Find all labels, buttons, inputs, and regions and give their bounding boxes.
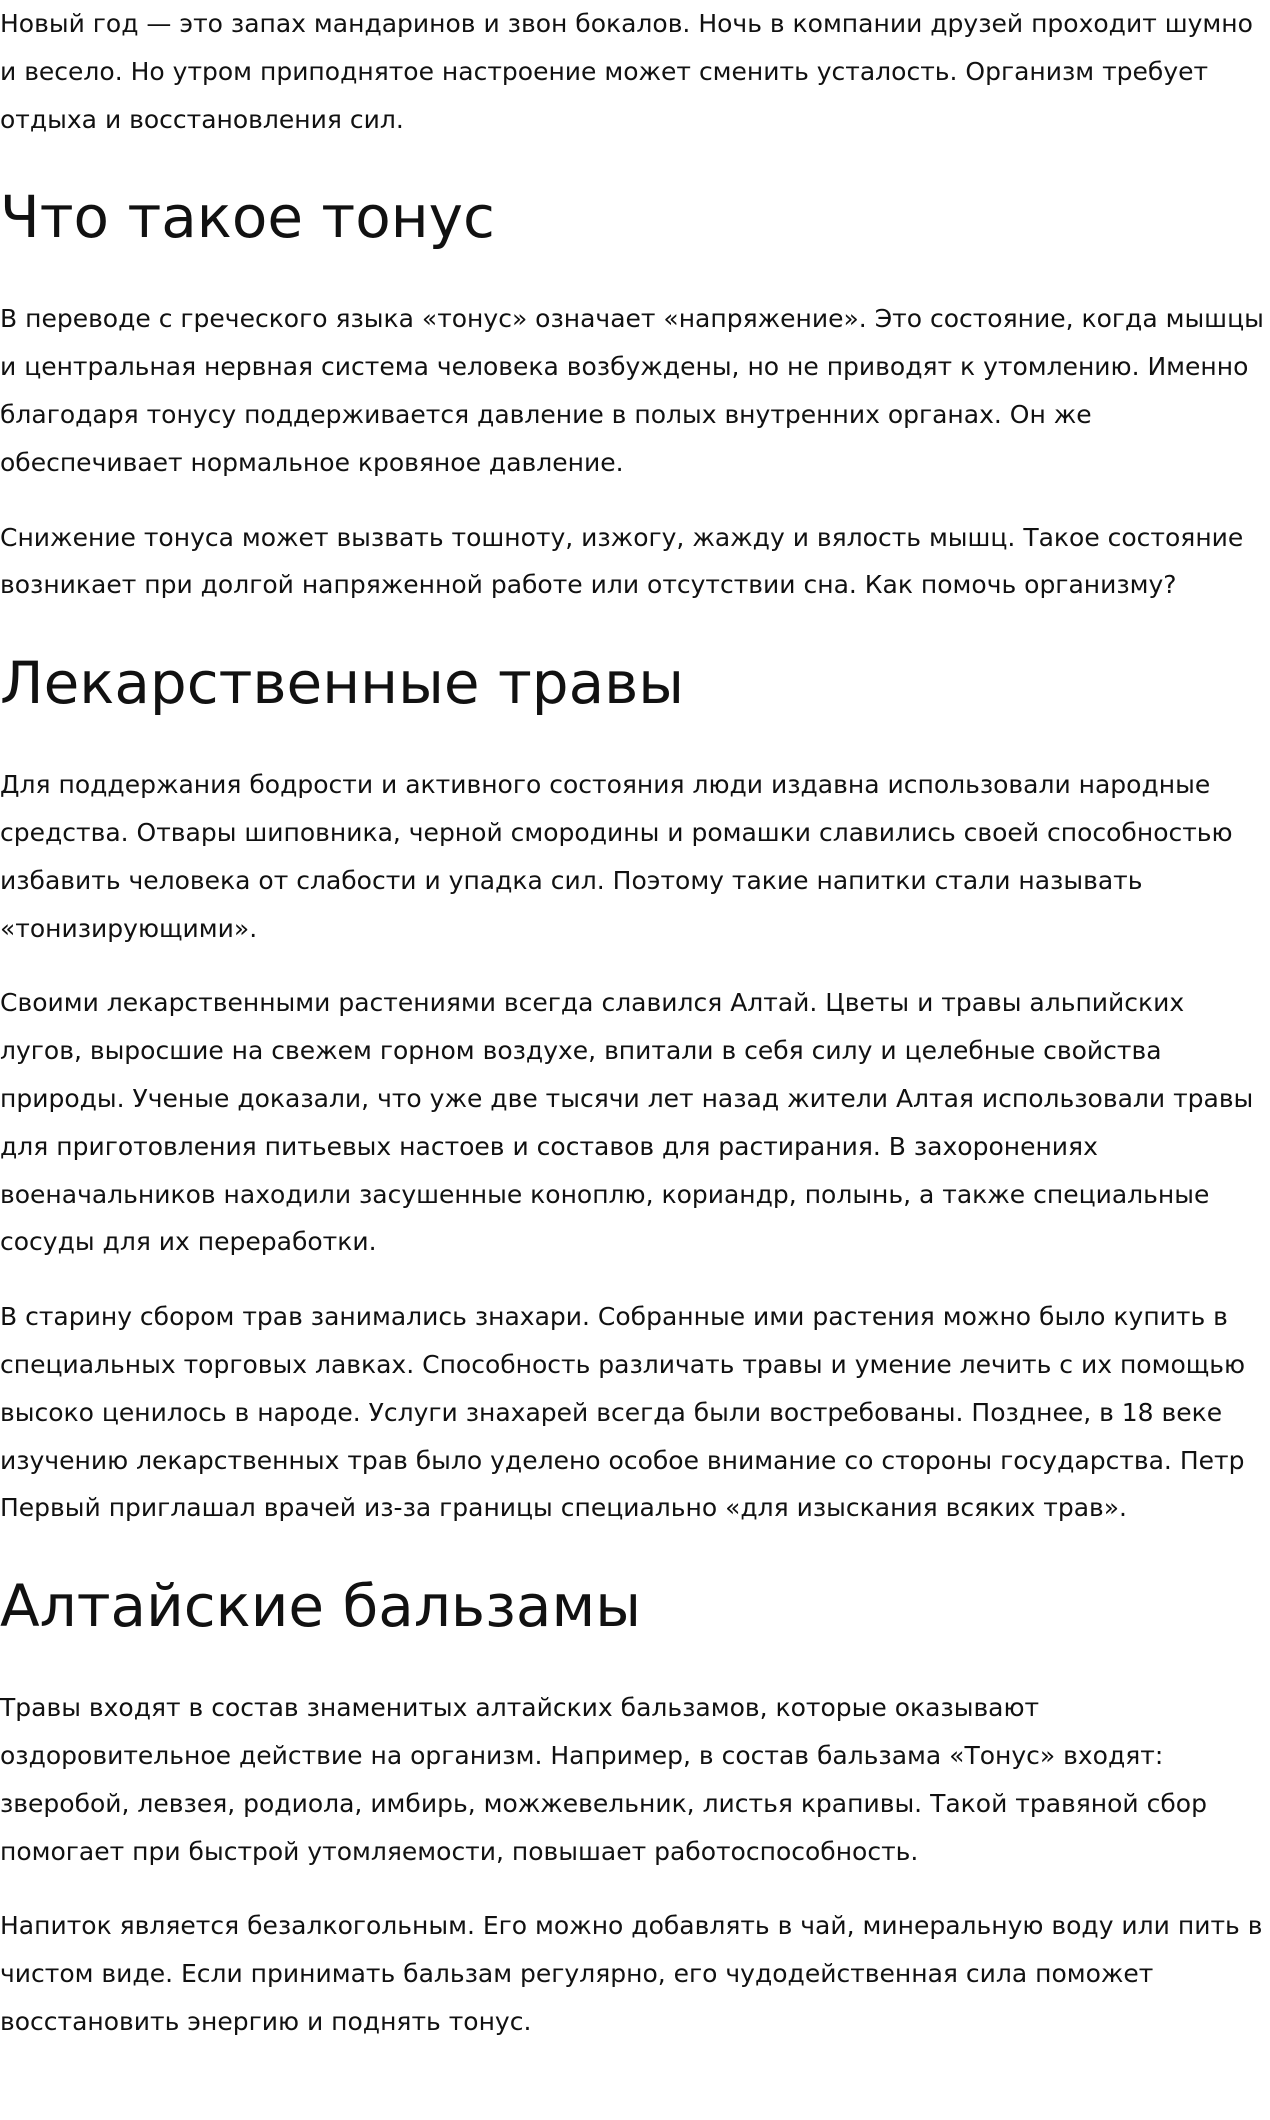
paragraph: Снижение тонуса может вызвать тошноту, изжогу, жажду и вялость мышц. Такое состояние возникает при долгой напряженной работе или отсутствии сна. Как помочь организму? [0,522,1244,600]
paragraph: В переводе с греческого языка «тонус» означает «напряжение». Это состояние, когда мышцы и центральная нервная система человека возбуждены, но не приводят к утомлению. Именно благодаря тонусу поддерживается давление в полых внутренних органах. Он же обеспечивает нормальное кровяное давление. [0,304,1264,477]
paragraph: В старину сбором трав занимались знахари. Собранные ими растения можно было купить в специальных торговых лавках. Способность различать травы и умение лечить с их помощью высоко ценилось в народе. Услуги знахарей всегда были востребованы. Позднее, в 18 веке изучению лекарственных трав было уделено особое внимание со стороны государства. Петр Первый приглашал врачей из-за границы специально «для изыскания всяких трав». [0,1302,1246,1523]
paragraph: Для поддержания бодрости и активного состояния люди издавна использовали народные средства. Отвары шиповника, черной смородины и ромашки славились своей способностью избавить человека от слабости и упадка сил. Поэтому такие напитки стали называть «тонизирующими». [0,770,1233,943]
intro-paragraph: Новый год — это запах мандаринов и звон бокалов. Ночь в компании друзей проходит шумно и весело. Но утром приподнятое настроение может сменить усталость. Организм требует отдыха и восстановления сил. [0,9,1253,134]
section-heading-tonus: Что такое тонус [0,183,495,252]
paragraph: Травы входят в состав знаменитых алтайских бальзамов, которые оказывают оздоровительное действие на организм. Например, в состав бальзама «Тонус» входят: зверобой, левзея, родиола, имбирь, можжевельник, листья крапивы. Такой травяной сбор помогает при быстрой утомляемости, повышает работоспособность. [0,1693,1207,1866]
paragraph: Напиток является безалкогольным. Его можно добавлять в чай, минеральную воду или пить в чистом виде. Если принимать бальзам регулярно, его чудодейственная сила поможет восстановить энергию и поднять тонус. [0,1911,1263,2036]
section-heading-herbs: Лекарственные травы [0,649,685,718]
paragraph: Своими лекарственными растениями всегда славился Алтай. Цветы и травы альпийских лугов, выросшие на свежем горном воздухе, впитали в себя силу и целебные свойства природы. Ученые доказали, что уже две тысячи лет назад жители Алтая использовали травы для приготовления питьевых настоев и составов для растирания. В захоронениях военачальников находили засушенные коноплю, кориандр, полынь, а также специальные сосуды для их переработки. [0,988,1254,1257]
section-heading-balms: Алтайские бальзамы [0,1572,642,1641]
